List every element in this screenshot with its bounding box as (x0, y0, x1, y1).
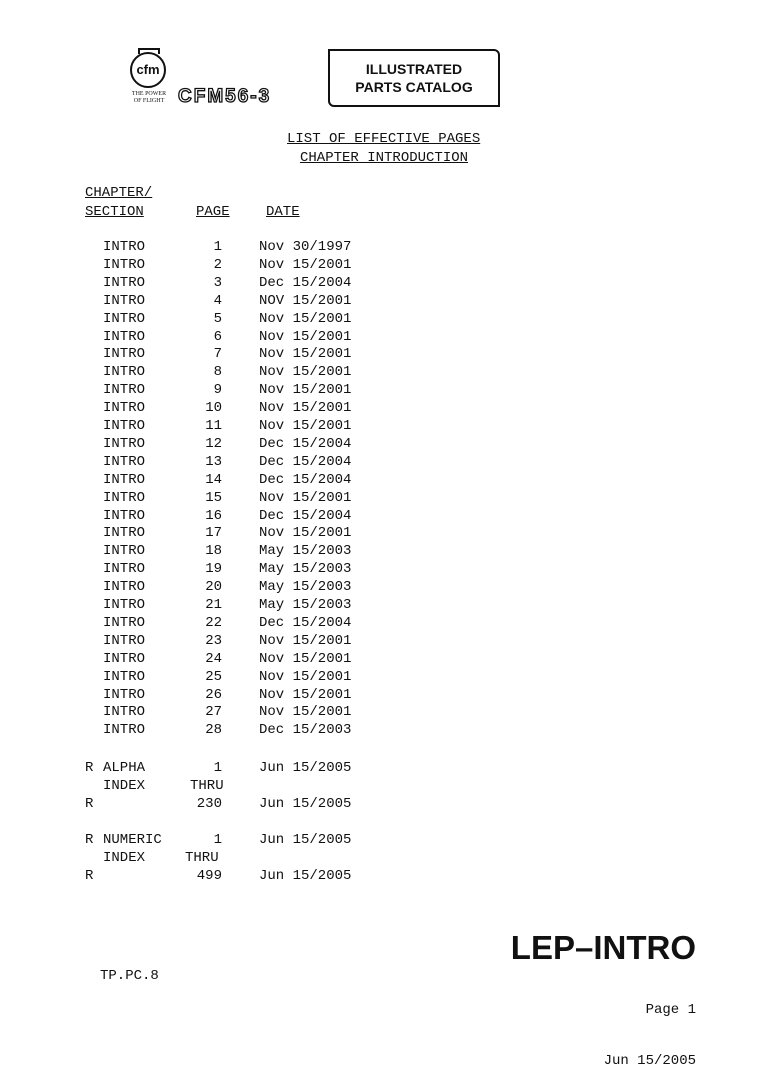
intro-row (0, 615, 768, 633)
page-title: LIST OF EFFECTIVE PAGES (287, 131, 481, 147)
cfm-logo (127, 48, 171, 108)
page-number: 21 (205, 597, 222, 613)
intro-row (0, 257, 768, 275)
revision-marker: R (85, 832, 94, 848)
page-number: 27 (205, 704, 222, 721)
page-number: 1 (213, 760, 222, 776)
section-name: INTRO (103, 632, 146, 649)
section-name: INTRO (103, 274, 146, 291)
section-name: INTRO (103, 668, 146, 685)
page-number: 22 (205, 614, 222, 631)
section-name: INTRO (103, 561, 146, 578)
page-date: Nov 15/2001 (259, 650, 352, 667)
column-header-chapter: CHAPTER/ (85, 185, 153, 201)
page-date: Nov 15/2001 (259, 686, 352, 703)
page-date: Dec 15/2004 (259, 274, 352, 291)
section-name: INTRO (103, 435, 146, 452)
revision-marker: R (85, 760, 94, 776)
logo-tagline-line2: OF FLIGHT (133, 98, 165, 104)
page-number: 5 (213, 310, 222, 327)
page-date: Dec 15/2004 (259, 614, 352, 631)
alpha-index-row-last (0, 796, 768, 814)
page-number: 11 (205, 418, 222, 434)
alpha-index-row-first (0, 760, 768, 778)
intro-row (0, 508, 768, 526)
page-number: 15 (205, 489, 222, 506)
page-number: 230 (196, 796, 222, 812)
numeric-index-row-first (0, 832, 768, 850)
lep-section-title: LEP–INTRO (510, 929, 696, 966)
page-number: 17 (205, 525, 222, 542)
section-name: INTRO (103, 292, 146, 309)
intro-row (0, 687, 768, 705)
page-date: Nov 15/2001 (259, 400, 352, 417)
intro-row (0, 472, 768, 490)
page-number: 14 (205, 471, 222, 488)
catalog-title-line1: ILLUSTRATED (365, 61, 463, 77)
page-date: Dec 15/2004 (259, 507, 352, 524)
numeric-index-row-last (0, 868, 768, 886)
page-number: 3 (213, 274, 222, 291)
section-name: INTRO (103, 346, 146, 363)
page-date: Nov 15/2001 (259, 418, 352, 434)
page-date: Nov 15/2001 (259, 704, 352, 721)
section-name: INTRO (103, 686, 146, 703)
numeric-index-row-thru (0, 850, 768, 868)
page-number: 1 (213, 239, 222, 255)
page-number: 7 (213, 346, 222, 363)
intro-row (0, 346, 768, 364)
page-number: 8 (213, 364, 222, 381)
catalog-title-box (328, 49, 500, 107)
section-name: INTRO (103, 418, 146, 434)
page-number: 28 (205, 722, 222, 739)
page-date: Jun 15/2005 (259, 868, 352, 884)
section-name: INDEX (103, 850, 146, 866)
revision-marker: R (85, 796, 94, 812)
section-name: ALPHA (103, 760, 146, 776)
page-number: 6 (213, 328, 222, 345)
section-name: NUMERIC (103, 832, 162, 848)
page-number: 26 (205, 686, 222, 703)
section-name: INTRO (103, 489, 146, 506)
column-header-section: SECTION (85, 204, 144, 220)
section-name: INTRO (103, 650, 146, 667)
page-number: 499 (196, 868, 222, 884)
section-name: INTRO (103, 310, 146, 327)
alpha-index-row-thru (0, 778, 768, 796)
intro-row (0, 382, 768, 400)
logo-tagline-line1: THE POWER (131, 91, 167, 97)
intro-row (0, 579, 768, 597)
page-number: 2 (213, 256, 222, 273)
section-name: INTRO (103, 507, 146, 524)
intro-row (0, 597, 768, 615)
footer-page-number: Page 1 (645, 1002, 696, 1018)
page-number: 18 (205, 543, 222, 560)
section-name: INTRO (103, 400, 146, 417)
page-date: Nov 15/2001 (259, 310, 352, 327)
column-header-date: DATE (266, 204, 300, 220)
page-date: Nov 15/2001 (259, 328, 352, 345)
section-name: INTRO (103, 525, 146, 542)
intro-row (0, 329, 768, 347)
intro-row (0, 722, 768, 740)
page-date: Dec 15/2003 (259, 722, 352, 739)
page-date: May 15/2003 (259, 597, 352, 613)
section-name: INDEX (103, 778, 146, 794)
intro-row (0, 239, 768, 257)
intro-row (0, 633, 768, 651)
section-name: INTRO (103, 579, 146, 596)
page-date: Jun 15/2005 (259, 760, 352, 776)
thru-label: THRU (190, 778, 224, 794)
page-number: 24 (205, 650, 222, 667)
page-date: NOV 15/2001 (259, 292, 352, 309)
page-date: Dec 15/2004 (259, 435, 352, 452)
revision-marker: R (85, 868, 94, 884)
page-date: Nov 15/2001 (259, 632, 352, 649)
page-number: 10 (205, 400, 222, 417)
catalog-title-line2: PARTS CATALOG (355, 79, 473, 95)
page-number: 1 (213, 832, 222, 848)
page-date: Nov 15/2001 (259, 668, 352, 685)
thru-label: THRU (185, 850, 219, 866)
intro-row (0, 275, 768, 293)
page-number: 19 (205, 561, 222, 578)
column-header-page: PAGE (196, 204, 230, 220)
page-date: Nov 15/2001 (259, 489, 352, 506)
intro-row (0, 669, 768, 687)
intro-row (0, 436, 768, 454)
page-number: 13 (205, 453, 222, 470)
intro-row (0, 543, 768, 561)
intro-row (0, 525, 768, 543)
section-name: INTRO (103, 614, 146, 631)
section-name: INTRO (103, 597, 146, 613)
intro-row (0, 400, 768, 418)
page-number: 23 (205, 632, 222, 649)
page-date: Nov 15/2001 (259, 364, 352, 381)
section-name: INTRO (103, 364, 146, 381)
intro-row (0, 561, 768, 579)
section-name: INTRO (103, 382, 146, 399)
page-date: Nov 15/2001 (259, 256, 352, 273)
page-date: Jun 15/2005 (259, 832, 352, 848)
intro-row (0, 311, 768, 329)
section-name: INTRO (103, 471, 146, 488)
section-name: INTRO (103, 256, 146, 273)
page-date: Dec 15/2004 (259, 453, 352, 470)
page-subtitle: CHAPTER INTRODUCTION (300, 150, 469, 166)
page-date: Dec 15/2004 (259, 471, 352, 488)
section-name: INTRO (103, 453, 146, 470)
page-date: May 15/2003 (259, 561, 352, 578)
section-name: INTRO (103, 239, 146, 255)
section-name: INTRO (103, 328, 146, 345)
page-date: May 15/2003 (259, 543, 352, 560)
page-date: May 15/2003 (259, 579, 352, 596)
page-date: Nov 30/1997 (259, 239, 352, 255)
page-date: Nov 15/2001 (259, 525, 352, 542)
page-date: Nov 15/2001 (259, 382, 352, 399)
intro-row (0, 293, 768, 311)
page-date: Nov 15/2001 (259, 346, 352, 363)
footer-code: TP.PC.8 (100, 968, 159, 984)
intro-row (0, 704, 768, 722)
footer-date: Jun 15/2005 (603, 1053, 696, 1069)
page-number: 20 (205, 579, 222, 596)
page-number: 4 (213, 292, 222, 309)
section-name: INTRO (103, 704, 146, 721)
intro-row (0, 364, 768, 382)
page-date: Jun 15/2005 (259, 796, 352, 812)
page-number: 16 (205, 507, 222, 524)
section-name: INTRO (103, 722, 146, 739)
intro-row (0, 454, 768, 472)
page-number: 12 (205, 435, 222, 452)
footer-page-info (604, 968, 696, 1087)
page-number: 9 (213, 382, 222, 399)
page-number: 25 (205, 668, 222, 685)
intro-row (0, 490, 768, 508)
cfm-logo-mark: cfm (130, 52, 166, 88)
intro-row (0, 651, 768, 669)
intro-row (0, 418, 768, 436)
logo-tagline (127, 91, 171, 105)
section-name: INTRO (103, 543, 146, 560)
engine-model: CFM56-3 (178, 86, 272, 107)
